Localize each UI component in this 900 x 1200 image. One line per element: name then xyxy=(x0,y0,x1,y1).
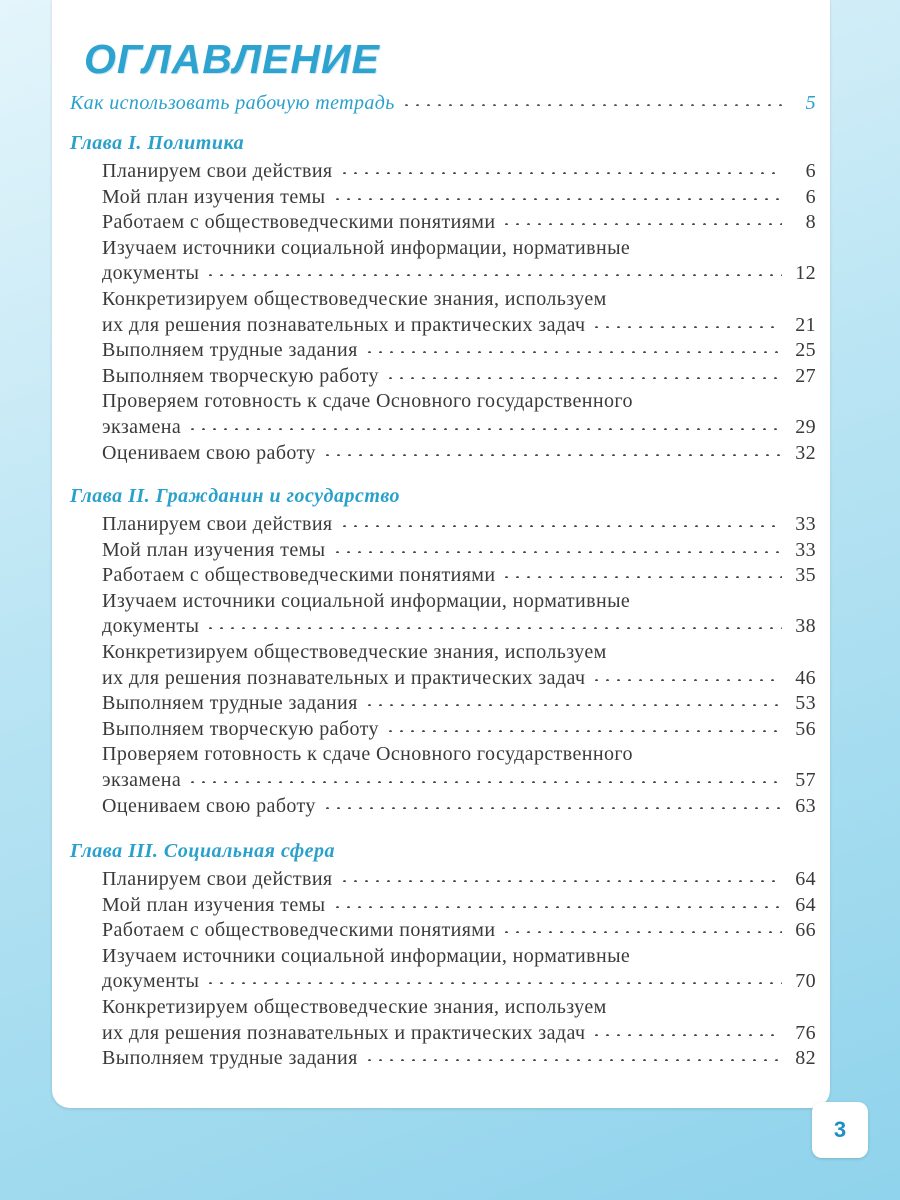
toc-entry-page: 35 xyxy=(795,564,816,587)
dot-leader xyxy=(401,104,782,106)
toc-entry[interactable] xyxy=(102,160,816,183)
toc-entry-page: 6 xyxy=(805,160,816,182)
dot-leader xyxy=(332,906,783,908)
toc-entry[interactable] xyxy=(102,718,816,741)
toc-entry-page: 25 xyxy=(795,339,816,362)
toc-entry[interactable] xyxy=(102,211,816,234)
toc-entry[interactable] xyxy=(102,262,816,285)
toc-entry-label: Оцениваем свою работу xyxy=(102,441,316,464)
toc-entry-label: экзамена xyxy=(102,416,182,438)
toc-entry-page: 53 xyxy=(795,692,816,715)
toc-entry-page: 64 xyxy=(795,868,816,890)
toc-entry-page: 76 xyxy=(795,1021,816,1044)
toc-entry[interactable] xyxy=(102,615,816,638)
dot-leader xyxy=(364,704,782,706)
toc-entry-page: 12 xyxy=(795,262,816,285)
toc-entry-page: 29 xyxy=(795,416,816,438)
toc-entry-label: Работаем с обществоведческими понятиями xyxy=(102,211,496,234)
toc-entry[interactable] xyxy=(102,868,816,891)
dot-leader xyxy=(364,1059,782,1061)
toc-entry[interactable] xyxy=(102,795,816,818)
toc-entry-page: 64 xyxy=(795,893,816,916)
toc-entry-label: документы xyxy=(102,615,200,638)
dot-leader xyxy=(205,982,782,984)
toc-entry-page: 66 xyxy=(795,919,816,942)
toc-entry-page: 57 xyxy=(795,769,816,791)
toc-entry-first-line: Изучаем источники социальной информации, нормативные xyxy=(102,236,631,259)
dot-leader xyxy=(187,428,782,430)
toc-entry[interactable] xyxy=(102,970,816,993)
toc-entry-first-line: Конкретизируем обществоведческие знания, используем xyxy=(102,288,607,310)
toc-entry-label: Мой план изучения темы xyxy=(102,538,326,561)
dot-leader xyxy=(591,326,782,328)
toc-entry-first-line: Конкретизируем обществоведческие знания, используем xyxy=(102,641,607,663)
toc-entry-page: 46 xyxy=(795,666,816,689)
toc-entry[interactable] xyxy=(102,769,816,792)
toc-entry-label: их для решения познавательных и практических задач xyxy=(102,666,586,689)
dot-leader xyxy=(332,551,783,553)
toc-entry-label: Выполняем творческую работу xyxy=(102,364,379,387)
toc-entry-label: Планируем свои действия xyxy=(102,513,333,535)
toc-entry[interactable] xyxy=(102,314,816,337)
toc-entry-first-line: Изучаем источники социальной информации, нормативные xyxy=(102,589,631,612)
toc-entry-page: 32 xyxy=(795,441,816,464)
dot-leader xyxy=(591,679,782,681)
toc-entry[interactable] xyxy=(102,919,816,942)
toc-entry-label: Мой план изучения темы xyxy=(102,893,326,916)
toc-entry[interactable] xyxy=(102,1022,816,1045)
toc-entry-page: 56 xyxy=(795,717,816,740)
toc-entry[interactable] xyxy=(102,186,816,209)
toc-intro-label: Как использовать рабочую тетрадь xyxy=(70,92,395,114)
toc-entry-label: Планируем свои действия xyxy=(102,868,333,890)
dot-leader xyxy=(322,454,782,456)
dot-leader xyxy=(332,198,783,200)
dot-leader xyxy=(339,525,782,527)
toc-entry[interactable] xyxy=(102,442,816,465)
toc-entry-label: их для решения познавательных и практических задач xyxy=(102,1021,586,1044)
dot-leader xyxy=(591,1034,782,1036)
dot-leader xyxy=(339,172,782,174)
toc-entry-page: 33 xyxy=(795,513,816,535)
toc-entry-page: 63 xyxy=(795,794,816,817)
toc-entry-label: их для решения познавательных и практических задач xyxy=(102,313,586,336)
toc-entry[interactable] xyxy=(102,692,816,715)
dot-leader xyxy=(385,730,782,732)
toc-entry-page: 38 xyxy=(795,615,816,638)
toc-entry-page: 8 xyxy=(805,211,816,234)
toc-entry[interactable] xyxy=(102,339,816,362)
toc-panel xyxy=(52,0,830,1108)
dot-leader xyxy=(364,351,782,353)
chapter-heading[interactable]: Глава II. Гражданин и государство xyxy=(70,485,401,507)
toc-entry[interactable] xyxy=(102,1047,816,1070)
dot-leader xyxy=(187,781,782,783)
toc-entry-label: Выполняем трудные задания xyxy=(102,339,358,362)
dot-leader xyxy=(339,880,782,882)
toc-entry-label: Мой план изучения темы xyxy=(102,185,326,208)
toc-entry[interactable] xyxy=(102,539,816,562)
toc-entry-first-line: Конкретизируем обществоведческие знания, используем xyxy=(102,996,607,1018)
toc-entry-page: 27 xyxy=(795,364,816,387)
toc-entry-label: Выполняем творческую работу xyxy=(102,717,379,740)
toc-entry-label: документы xyxy=(102,970,200,993)
dot-leader xyxy=(205,274,782,276)
toc-entry-page: 82 xyxy=(795,1047,816,1070)
toc-entry-first-line: Проверяем готовность к сдаче Основного государственного xyxy=(102,743,633,766)
toc-entry[interactable] xyxy=(102,513,816,536)
page-title: ОГЛАВЛЕНИЕ xyxy=(84,36,380,82)
dot-leader xyxy=(501,931,782,933)
toc-entry-first-line: Изучаем источники социальной информации, нормативные xyxy=(102,944,631,967)
toc-entry[interactable] xyxy=(102,564,816,587)
dot-leader xyxy=(322,807,782,809)
toc-entry-label: Выполняем трудные задания xyxy=(102,692,358,715)
toc-entry-label: Работаем с обществоведческими понятиями xyxy=(102,564,496,587)
toc-entry-label: Выполняем трудные задания xyxy=(102,1047,358,1070)
toc-entry[interactable] xyxy=(102,365,816,388)
dot-leader xyxy=(501,223,782,225)
toc-entry[interactable] xyxy=(102,416,816,439)
toc-entry-label: Планируем свои действия xyxy=(102,160,333,182)
chapter-heading[interactable]: Глава III. Социальная сфера xyxy=(70,840,336,862)
toc-entry-page: 33 xyxy=(795,538,816,561)
toc-entry-page: 21 xyxy=(795,313,816,336)
toc-entry-first-line: Проверяем готовность к сдаче Основного государственного xyxy=(102,390,633,413)
dot-leader xyxy=(205,627,782,629)
toc-entry-label: Работаем с обществоведческими понятиями xyxy=(102,919,496,942)
dot-leader xyxy=(385,377,782,379)
toc-entry-label: документы xyxy=(102,262,200,285)
dot-leader xyxy=(501,576,782,578)
toc-entry-page: 6 xyxy=(805,185,816,208)
chapter-heading[interactable]: Глава I. Политика xyxy=(70,132,245,154)
toc-entry-label: экзамена xyxy=(102,769,182,791)
toc-entry[interactable] xyxy=(102,894,816,917)
toc-entry-page: 70 xyxy=(795,970,816,993)
page-number-badge: 3 xyxy=(812,1102,868,1158)
toc-intro-row[interactable] xyxy=(70,92,816,115)
toc-entry-label: Оцениваем свою работу xyxy=(102,794,316,817)
toc-intro-page: 5 xyxy=(805,92,816,114)
toc-entry[interactable] xyxy=(102,667,816,690)
